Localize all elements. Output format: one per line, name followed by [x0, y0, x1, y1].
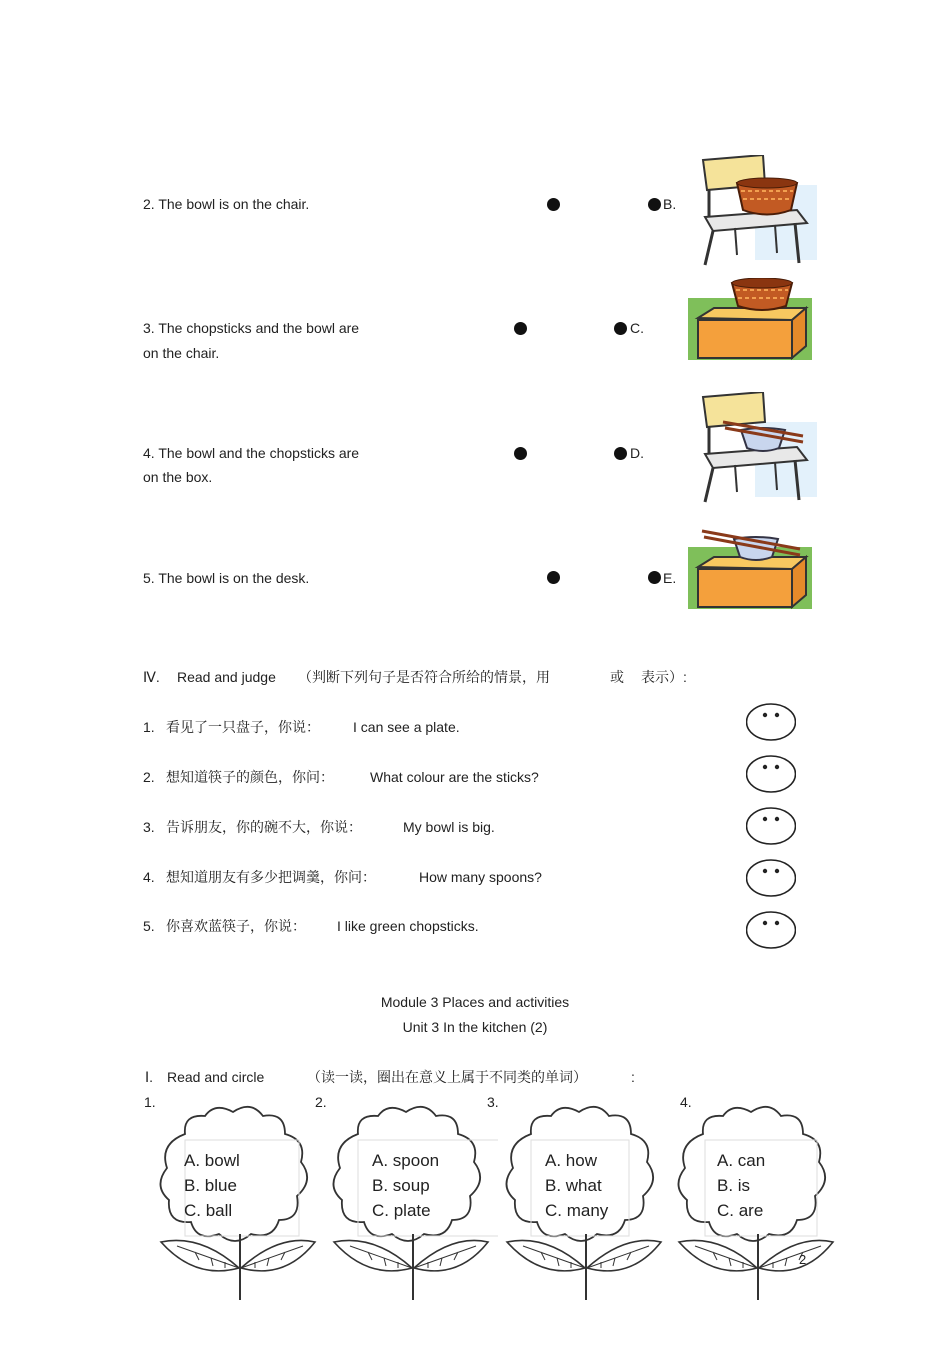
- judge-sentence: My bowl is big.: [403, 819, 495, 835]
- judge-number: 3.: [143, 819, 155, 835]
- match-letter: C.: [630, 320, 644, 336]
- judge-situation: 想知道筷子的颜色，你问：: [166, 769, 334, 785]
- option-c[interactable]: C. many: [545, 1201, 609, 1220]
- section-instruction-b: 或: [610, 669, 624, 685]
- bowl-chopsticks-on-box-picture: [688, 527, 813, 612]
- judge-situation: 你喜欢蓝筷子，你说：: [166, 918, 306, 934]
- section-instruction-c: 表示）:: [641, 669, 687, 685]
- match-dot-right[interactable]: [614, 322, 627, 335]
- match-dot-left[interactable]: [547, 571, 560, 584]
- judge-sentence: What colour are the sticks?: [370, 769, 539, 785]
- face-answer-icon[interactable]: [746, 755, 796, 793]
- option-c[interactable]: C. ball: [184, 1201, 233, 1220]
- judge-sentence: How many spoons?: [419, 869, 542, 885]
- match-text-line2: on the box.: [143, 469, 213, 485]
- bowl-on-chair-picture: [695, 155, 820, 267]
- section-colon: :: [631, 1069, 635, 1085]
- judge-number: 1.: [143, 719, 155, 735]
- group-number: 3.: [487, 1094, 499, 1110]
- match-dot-left[interactable]: [547, 198, 560, 211]
- group-number: 1.: [144, 1094, 156, 1110]
- match-dot-right[interactable]: [648, 571, 661, 584]
- option-b[interactable]: B. blue: [184, 1176, 237, 1195]
- option-c[interactable]: C. are: [717, 1201, 764, 1220]
- bowl-chopsticks-on-chair-picture: [695, 392, 820, 504]
- face-answer-icon[interactable]: [746, 859, 796, 897]
- judge-sentence: I can see a plate.: [353, 719, 460, 735]
- option-b[interactable]: B. is: [717, 1176, 751, 1195]
- section-instruction: （读一读，圈出在意义上属于不同类的单词）: [307, 1069, 587, 1085]
- match-text-line1: 4. The bowl and the chopsticks are: [143, 445, 360, 461]
- option-b[interactable]: B. soup: [372, 1176, 430, 1195]
- match-letter: D.: [630, 445, 644, 461]
- judge-number: 5.: [143, 918, 155, 934]
- judge-sentence: I like green chopsticks.: [337, 918, 479, 934]
- match-text-line1: 3. The chopsticks and the bowl are: [143, 320, 360, 336]
- option-c[interactable]: C. plate: [372, 1201, 431, 1220]
- match-text-line2: on the chair.: [143, 345, 220, 361]
- face-answer-icon[interactable]: [746, 911, 796, 949]
- section-instruction-a: （判断下列句子是否符合所给的情景，用: [298, 669, 550, 685]
- match-text: 5. The bowl is on the desk.: [143, 570, 310, 586]
- match-letter: B.: [663, 196, 677, 212]
- section-numeral: Ⅳ.: [143, 669, 160, 685]
- group-number: 4.: [680, 1094, 692, 1110]
- judge-situation: 想知道朋友有多少把调羹，你问：: [166, 869, 376, 885]
- unit-title: Unit 3 In the kitchen (2): [402, 1019, 548, 1035]
- match-letter: E.: [663, 570, 677, 586]
- group-number: 2.: [315, 1094, 327, 1110]
- option-a[interactable]: A. how: [545, 1151, 597, 1170]
- judge-number: 2.: [143, 769, 155, 785]
- bowl-on-box-picture: [688, 278, 813, 363]
- match-text: 2. The bowl is on the chair.: [143, 196, 310, 212]
- flower-picture: [155, 1100, 325, 1300]
- face-answer-icon[interactable]: [746, 807, 796, 845]
- section-title: Read and judge: [177, 669, 276, 685]
- match-dot-right[interactable]: [648, 198, 661, 211]
- judge-situation: 告诉朋友，你的碗不大，你说：: [166, 819, 362, 835]
- match-dot-left[interactable]: [514, 447, 527, 460]
- judge-situation: 看见了一只盘子，你说：: [166, 719, 320, 735]
- match-dot-left[interactable]: [514, 322, 527, 335]
- module-title: Module 3 Places and activities: [380, 994, 570, 1010]
- match-dot-right[interactable]: [614, 447, 627, 460]
- option-b[interactable]: B. what: [545, 1176, 602, 1195]
- option-a[interactable]: A. bowl: [184, 1151, 240, 1170]
- face-answer-icon[interactable]: [746, 703, 796, 741]
- section-numeral: Ⅰ.: [145, 1069, 154, 1085]
- option-a[interactable]: A. can: [717, 1151, 766, 1170]
- option-a[interactable]: A. spoon: [372, 1151, 440, 1170]
- page-number: 2: [799, 1252, 807, 1267]
- section-title: Read and circle: [167, 1069, 265, 1085]
- judge-number: 4.: [143, 869, 155, 885]
